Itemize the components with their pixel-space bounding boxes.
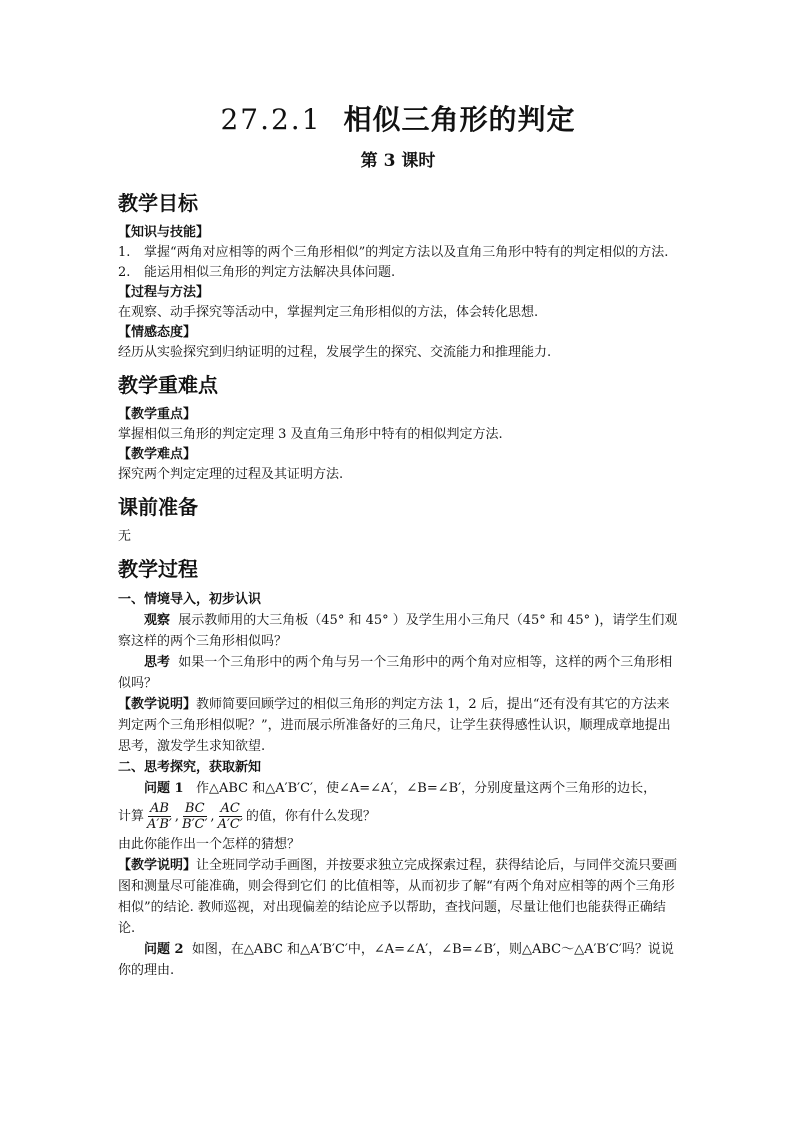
text-process-method: 在观察、动手探究等活动中，掌握判定三角形相似的方法，体会转化思想.	[118, 305, 539, 320]
label-teaching-note: 【教学说明】	[118, 858, 197, 873]
document-content	[118, 98, 678, 981]
fraction-numerator: BC	[184, 801, 205, 816]
text-preparation: 无	[118, 529, 132, 544]
title-text: 相似三角形的判定	[343, 103, 576, 136]
list-number: 2.	[118, 265, 131, 280]
text-question-2: 如图，在△ABC 和△A′B′C′中，∠A=∠A′，∠B=∠B′，则△ABC～△A′B′C′吗？说说你的理由.	[118, 942, 674, 978]
section-heading-key-points: 教学重难点	[118, 373, 218, 397]
text-difficulty: 探究两个判定定理的过程及其证明方法.	[118, 467, 344, 482]
list-item	[118, 263, 678, 283]
paragraph-think	[118, 652, 678, 694]
fraction-ab	[145, 801, 174, 832]
text-attitude: 经历从实验探究到归纳证明的过程，发展学生的探究、交流能力和推理能力.	[118, 345, 552, 360]
label-knowledge-skills: 【知识与技能】	[118, 225, 210, 240]
title-number: 27.2.1	[220, 103, 322, 136]
section-heading-process: 教学过程	[118, 557, 198, 581]
text-key-point: 掌握相似三角形的判定定理 3 及直角三角形中特有的相似判定方法.	[118, 427, 503, 442]
subheading-intro: 一、情境导入，初步认识	[118, 592, 262, 607]
label-process-method: 【过程与方法】	[118, 285, 210, 300]
text-after-fraction: 的值，你有什么发现？	[245, 808, 376, 824]
label-think: 思考	[144, 655, 171, 670]
subheading-explore: 二、思考探究，获取新知	[118, 760, 262, 775]
label-difficulty: 【教学难点】	[118, 447, 197, 462]
paragraph-question-2	[118, 939, 678, 981]
fraction-bc	[180, 801, 209, 832]
separator: ,	[210, 808, 215, 824]
section-heading-objectives: 教学目标	[118, 191, 198, 215]
fraction-numerator: AC	[220, 801, 240, 816]
label-key-point: 【教学重点】	[118, 407, 197, 422]
text-question-1: 作△ABC 和△A′B′C′，使∠A=∠A′，∠B=∠B′，分别度量这两个三角形的边长，	[195, 781, 657, 796]
paragraph-teaching-note-1	[118, 694, 678, 757]
text-think: 如果一个三角形中的两个角与另一个三角形中的两个角对应相等，这样的两个三角形相似吗？	[118, 655, 673, 691]
page-title	[118, 98, 678, 138]
label-question-2: 问题 2	[144, 942, 184, 957]
text-observe: 展示教师用的大三角板（45° 和 45° ）及学生用小三角尺（45° 和 45° )，请学生们观察这样的两个三角形相似吗？	[118, 613, 678, 649]
fraction-denominator: B′C′	[182, 817, 208, 832]
list-number: 1.	[118, 245, 131, 260]
paragraph-teaching-note-2	[118, 855, 678, 939]
list-text: 掌握“两角对应相等的两个三角形相似”的判定方法以及直角三角形中特有的判定相似的方法.	[144, 245, 669, 260]
separator: ,	[174, 808, 180, 824]
label-question-1: 问题 1	[144, 781, 184, 796]
fraction-denominator: A′C′	[217, 817, 243, 832]
page-subtitle: 第 3 课时	[360, 151, 436, 171]
text-calc: 计算	[118, 808, 145, 824]
label-teaching-note: 【教学说明】	[118, 697, 197, 712]
text-teaching-note: 让全班同学动手画图，并按要求独立完成探索过程，获得结论后，与同伴交流只要画图和测量尽可能准确，则会得到它们 的比值相等，从而初步了解“有两个角对应相等的两个三角形相似”的结论. 教师巡视，对出现偏差的结论应予以帮助，查找问题，尽量让他们也能获得正确结论.	[118, 858, 678, 936]
fraction-line	[118, 801, 678, 832]
text-guess: 由此你能作出一个怎样的猜想？	[118, 837, 301, 852]
label-attitude: 【情感态度】	[118, 325, 197, 340]
fraction-numerator: AB	[149, 801, 169, 816]
list-text: 能运用相似三角形的判定方法解决具体问题.	[144, 265, 396, 280]
label-observe: 观察	[144, 613, 171, 628]
fraction-denominator: A′B′	[147, 817, 172, 832]
section-heading-preparation: 课前准备	[118, 495, 198, 519]
paragraph-observe	[118, 610, 678, 652]
list-item	[118, 243, 678, 263]
fraction-ac	[216, 801, 245, 832]
paragraph-question-1	[118, 778, 678, 799]
text-teaching-note: 教师简要回顾学过的相似三角形的判定方法 1，2 后，提出“还有没有其它的方法来判定两个三角形相似呢？”，进而展示所准备好的三角尺，让学生获得感性认识，顺理成章地提出思考，激发学生求知欲望.	[118, 697, 671, 754]
